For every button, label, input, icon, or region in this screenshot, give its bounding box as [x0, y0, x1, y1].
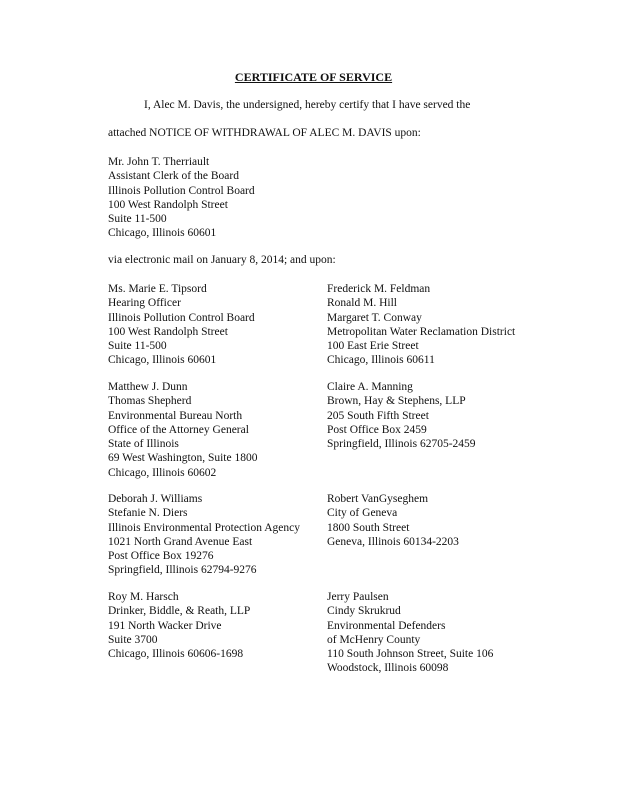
address-line: Ms. Marie E. Tipsord [108, 283, 207, 295]
address-line: Chicago, Illinois 60611 [327, 354, 435, 367]
address-line: 100 West Randolph Street [108, 198, 228, 211]
address-line: Robert VanGyseghem [327, 493, 429, 505]
address-line: Environmental Defenders [327, 619, 446, 632]
address-line: Environmental Bureau North [108, 409, 243, 422]
address-line: Office of the Attorney General [108, 423, 249, 436]
address-line: Springfield, Illinois 62705-2459 [327, 438, 476, 451]
address-line: of McHenry County [327, 633, 421, 646]
recipient-address [108, 492, 300, 578]
address-line: Jerry Paulsen [327, 591, 389, 603]
address-line: 1800 South Street [327, 521, 410, 534]
address-line: City of Geneva [327, 507, 398, 520]
address-line: Stefanie N. Diers [108, 507, 188, 520]
primary-recipient-address [108, 155, 255, 241]
address-line: 205 South Fifth Street [327, 409, 429, 422]
address-line: Woodstock, Illinois 60098 [327, 662, 449, 675]
address-line: Geneva, Illinois 60134-2203 [327, 535, 459, 548]
address-line: Claire A. Manning [327, 381, 413, 393]
address-line: Springfield, Illinois 62794-9276 [108, 564, 257, 577]
address-line: Illinois Pollution Control Board [108, 184, 255, 197]
address-line: Illinois Environmental Protection Agency [108, 521, 300, 534]
address-line: Mr. John T. Therriault [108, 156, 210, 168]
intro-line-2: attached NOTICE OF WITHDRAWAL OF ALEC M. DAVIS upon: [108, 127, 421, 139]
address-line: Post Office Box 2459 [327, 423, 427, 436]
address-line: Assistant Clerk of the Board [108, 170, 239, 183]
address-line: Chicago, Illinois 60601 [108, 354, 217, 367]
address-line: 100 West Randolph Street [108, 325, 228, 338]
address-line: Chicago, Illinois 60606-1698 [108, 648, 244, 661]
recipient-address [108, 380, 257, 480]
intro-line-1: I, Alec M. Davis, the undersigned, hereby certify that I have served the [144, 99, 471, 111]
address-line: Roy M. Harsch [108, 591, 179, 603]
address-line: 191 North Wacker Drive [108, 619, 222, 632]
address-line: Frederick M. Feldman [327, 283, 431, 295]
address-line: Suite 3700 [108, 633, 158, 646]
address-line: Suite 11-500 [108, 340, 167, 353]
recipient-address [327, 282, 515, 368]
address-line: Deborah J. Williams [108, 493, 203, 505]
address-line: Brown, Hay & Stephens, LLP [327, 395, 466, 408]
recipient-address [327, 590, 493, 676]
address-line: 1021 North Grand Avenue East [108, 535, 253, 548]
recipient-address [327, 380, 476, 451]
address-line: Post Office Box 19276 [108, 550, 214, 563]
address-line: Ronald M. Hill [327, 297, 397, 310]
address-line: 100 East Erie Street [327, 340, 419, 353]
address-line: Thomas Shepherd [108, 395, 192, 408]
address-line: Suite 11-500 [108, 213, 167, 226]
address-line: Chicago, Illinois 60602 [108, 466, 217, 479]
address-line: Cindy Skrukrud [327, 605, 401, 618]
recipient-address [108, 282, 255, 368]
recipient-address [327, 492, 459, 549]
address-line: Illinois Pollution Control Board [108, 311, 255, 324]
address-line: Drinker, Biddle, & Reath, LLP [108, 605, 251, 618]
address-line: 69 West Washington, Suite 1800 [108, 452, 258, 465]
recipient-address [108, 590, 250, 661]
address-line: Hearing Officer [108, 297, 181, 310]
address-line: Chicago, Illinois 60601 [108, 227, 217, 240]
address-line: Metropolitan Water Reclamation District [327, 325, 516, 338]
document-title: CERTIFICATE OF SERVICE [234, 70, 393, 84]
via-line: via electronic mail on January 8, 2014; and upon: [108, 254, 336, 266]
address-line: 110 South Johnson Street, Suite 106 [327, 648, 494, 661]
address-line: State of Illinois [108, 438, 179, 451]
address-line: Margaret T. Conway [327, 311, 422, 324]
address-line: Matthew J. Dunn [108, 381, 188, 393]
